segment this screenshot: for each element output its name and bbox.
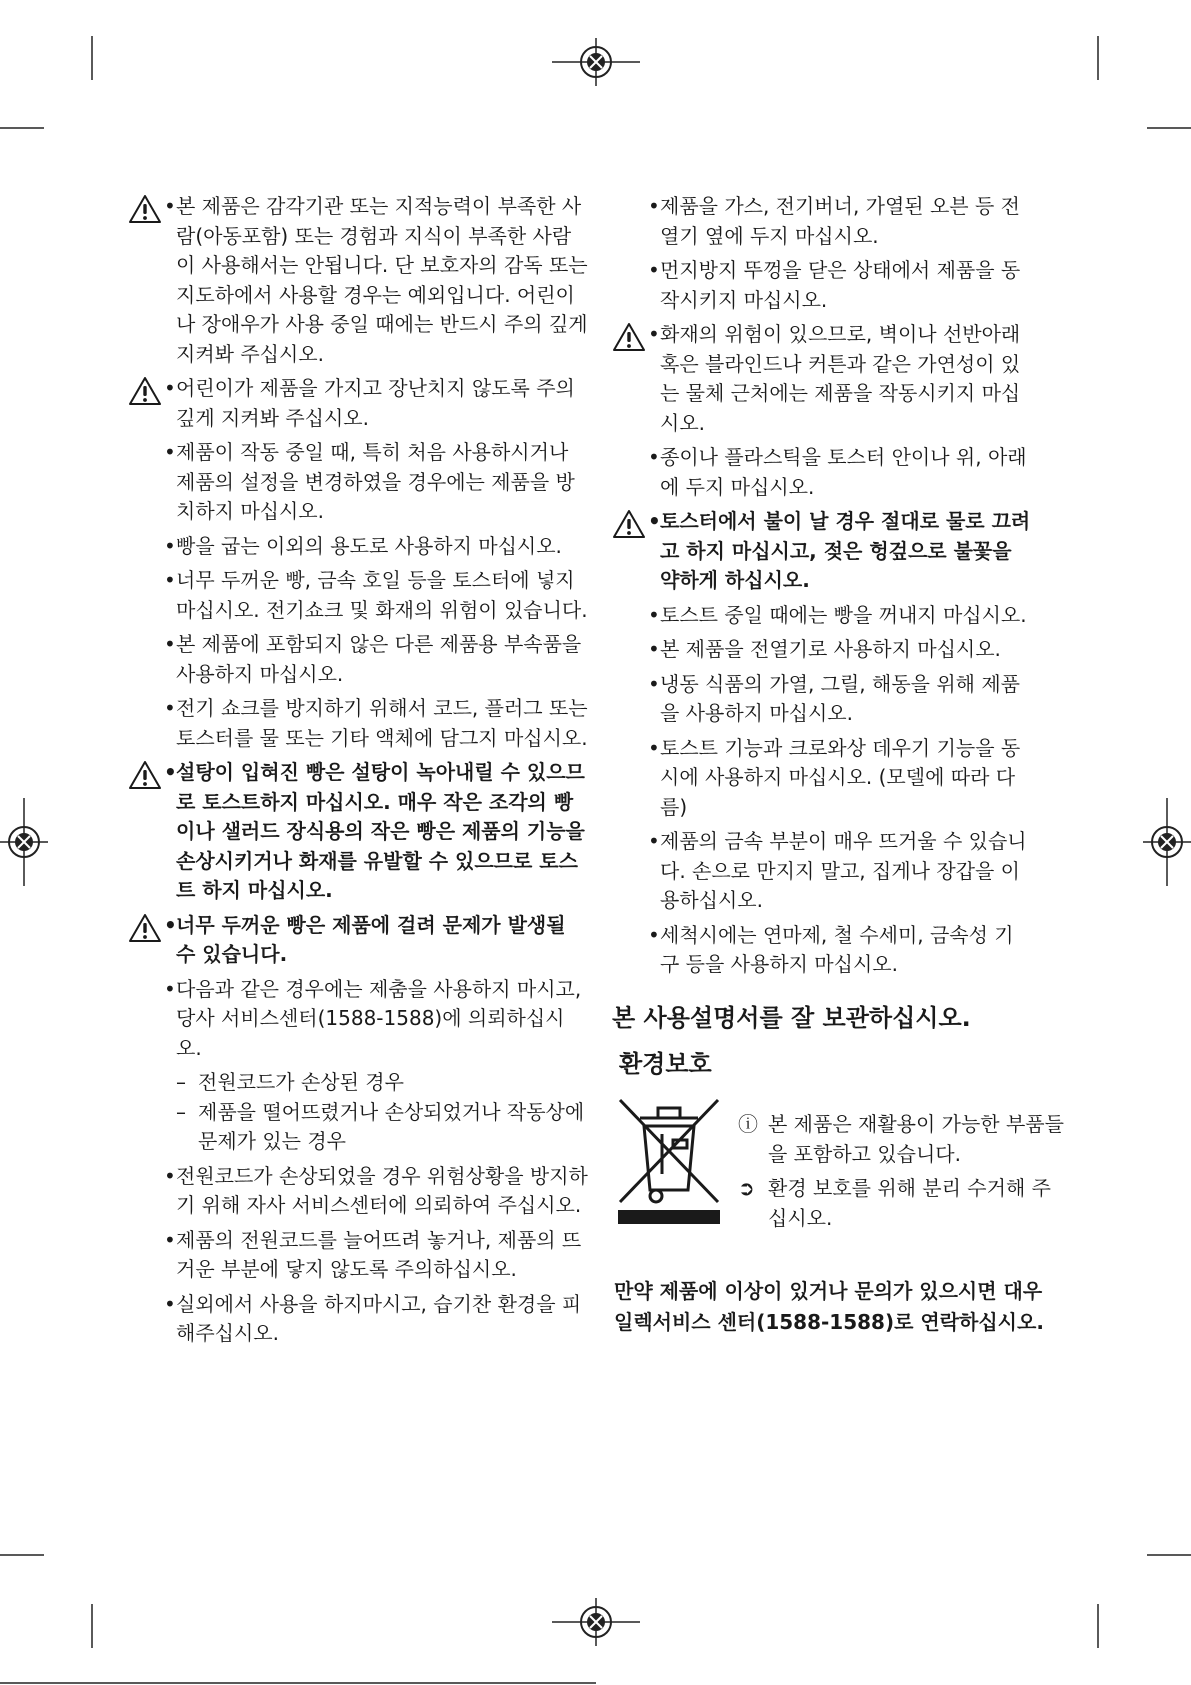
list-item-text: 실외에서 사용을 하지마시고, 습기찬 환경을 피해주십시오.: [176, 1291, 582, 1345]
list-item-text: 제품의 전원코드를 늘어뜨려 놓거나, 제품의 뜨거운 부분에 닿지 않도록 주의하십시오.: [176, 1227, 582, 1281]
sub-list-item: [128, 1068, 588, 1098]
bullet: •: [164, 632, 176, 656]
list-item-text: 종이나 플라스틱을 토스터 안이나 위, 아래에 두지 마십시오.: [660, 445, 1027, 499]
sub-list-item-text: 전원코드가 손상된 경우: [198, 1070, 404, 1094]
list-item-text: 화재의 위험이 있으므로, 벽이나 선반아래 혹은 블라인드나 커튼과 같은 가연성이 있는 물체 근처에는 제품을 작동시키지 마십시오.: [660, 322, 1021, 435]
registration-mark-top: [552, 38, 640, 86]
list-item-text: 제품을 가스, 전기버너, 가열된 오븐 등 전열기 옆에 두지 마십시오.: [660, 194, 1020, 248]
bullet: •: [164, 696, 176, 720]
bullet: •: [164, 568, 176, 592]
list-item: [128, 374, 588, 433]
list-item: [612, 192, 1032, 251]
warning-triangle-icon: [128, 760, 162, 790]
list-item-text: 전원코드가 손상되었을 경우 위험상황을 방지하기 위해 자사 서비스센터에 의뢰하여 주십시오.: [176, 1163, 588, 1217]
env-note-separate: [738, 1174, 1068, 1233]
list-item: [128, 532, 588, 562]
list-item: [612, 734, 1032, 823]
bullet: •: [164, 976, 176, 1001]
bullet: •: [648, 735, 660, 760]
list-item-text: 설탕이 입혀진 빵은 설탕이 녹아내릴 수 있으므로 토스트하지 마십시오. 매우 작은 조각의 빵이나 샐러드 장식용의 작은 빵은 제품의 기능을 손상시키거나 화재를 유발할 수 있으므로 토스트 하지 마십시오.: [176, 760, 585, 902]
list-item-text: 토스트 기능과 크로와상 데우기 기능을 동시에 사용하지 마십시오. (모델에 따라 다름): [660, 735, 1021, 819]
arrow-icon: ➲: [738, 1176, 755, 1200]
bullet: •: [164, 760, 177, 784]
list-item: [128, 758, 588, 906]
left-column: [128, 192, 588, 1354]
list-item: [128, 975, 588, 1064]
list-item-text: 냉동 식품의 가열, 그릴, 해동을 위해 제품을 사용하지 마십시오.: [660, 671, 1020, 725]
list-item: [612, 827, 1032, 916]
contact-notice: 만약 제품에 이상이 있거나 문의가 있으시면 대우일렉서비스 센터(1588-1588)로 연락하십시오.: [614, 1279, 1044, 1334]
registration-mark-right: [1143, 798, 1191, 886]
list-item: [128, 1162, 588, 1221]
list-item-text: 토스트 중일 때에는 빵을 꺼내지 마십시오.: [660, 602, 1027, 627]
info-icon: ⓘ: [738, 1112, 758, 1136]
list-item-text: 먼지방지 뚜껑을 닫은 상태에서 제품을 동작시키지 마십시오.: [660, 258, 1021, 312]
list-item-text: 빵을 굽는 이외의 용도로 사용하지 마십시오.: [176, 533, 562, 558]
list-item: [128, 192, 588, 369]
bullet: •: [164, 440, 176, 464]
warning-triangle-icon: [128, 194, 162, 224]
weee-bin-icon: [618, 1094, 720, 1224]
list-item: [612, 670, 1032, 729]
sub-list-item-text: 제품을 떨어뜨렸거나 손상되었거나 작동상에 문제가 있는 경우: [198, 1099, 585, 1153]
bullet: •: [648, 322, 660, 346]
registration-mark-left: [0, 798, 48, 886]
list-item-text: 어린이가 제품을 가지고 장난치지 않도록 주의 깊게 지켜봐 주십시오.: [176, 376, 575, 430]
env-note-recyclable-text: 본 제품은 재활용이 가능한 부품들을 포함하고 있습니다.: [768, 1112, 1064, 1166]
right-column: [612, 192, 1032, 1034]
list-item-text: 세척시에는 연마제, 철 수세미, 금속성 기구 등을 사용하지 마십시오.: [660, 922, 1014, 976]
bullet: •: [648, 637, 660, 661]
bullet: •: [164, 533, 176, 558]
warning-triangle-icon: [128, 376, 162, 406]
list-item-text: 본 제품은 감각기관 또는 지적능력이 부족한 사람(아동포함) 또는 경험과 지식이 부족한 사람이 사용해서는 안됩니다. 단 보호자의 감독 또는 지도하에서 사용할 경우는 예외입니다. 어린이나 장애우가 사용 중일 때에는 반드시 주의 깊게 지켜봐 주십시오.: [176, 194, 588, 366]
bullet: •: [648, 258, 660, 282]
bullet: •: [164, 912, 177, 937]
env-note-recyclable: [738, 1110, 1068, 1169]
bullet: •: [648, 602, 660, 627]
list-item: [612, 601, 1032, 631]
list-item: [612, 320, 1032, 438]
bullet: •: [648, 671, 660, 696]
bullet: •: [164, 194, 176, 218]
env-note-separate-text: 환경 보호를 위해 분리 수거해 주십시오.: [768, 1176, 1051, 1230]
bullet: •: [648, 509, 661, 533]
bullet: •: [164, 1163, 176, 1188]
list-item: [612, 507, 1032, 596]
env-title: 환경보호: [619, 1050, 712, 1078]
list-item-text: 제품의 금속 부분이 매우 뜨거울 수 있습니다. 손으로 만지지 말고, 집게나 장갑을 이용하십시오.: [660, 829, 1027, 912]
dash: –: [176, 1070, 186, 1094]
list-item: [612, 921, 1032, 980]
list-item: [128, 630, 588, 689]
list-item: [612, 443, 1032, 502]
list-item: [612, 256, 1032, 315]
bullet: •: [648, 194, 660, 218]
list-item: [128, 438, 588, 527]
warning-triangle-icon: [128, 913, 162, 943]
keep-manual-notice: 본 사용설명서를 잘 보관하십시오.: [612, 1003, 971, 1032]
registration-mark-bottom: [552, 1598, 640, 1646]
list-item-text: 본 제품에 포함되지 않은 다른 제품용 부속품을 사용하지 마십시오.: [176, 632, 582, 686]
list-item-text: 전기 쇼크를 방지하기 위해서 코드, 플러그 또는 토스터를 물 또는 기타 액체에 담그지 마십시오.: [176, 696, 588, 750]
bullet: •: [648, 829, 660, 853]
warning-triangle-icon: [612, 509, 646, 539]
list-item: [612, 635, 1032, 665]
dash: –: [176, 1099, 186, 1124]
list-item-text: 토스터에서 불이 날 경우 절대로 물로 끄려고 하지 마십시고, 젖은 헝겊으로 불꽃을 약하게 하십시오.: [660, 509, 1031, 592]
list-item-text: 너무 두꺼운 빵은 제품에 걸려 문제가 발생될 수 있습니다.: [176, 912, 566, 966]
list-item: [128, 1290, 588, 1349]
list-item: [128, 694, 588, 753]
bullet: •: [648, 922, 660, 947]
list-item-text: 본 제품을 전열기로 사용하지 마십시오.: [660, 637, 1001, 661]
list-item: [128, 566, 588, 625]
list-item-text: 다음과 같은 경우에는 제춤을 사용하지 마시고, 당사 서비스센터(1588-1588)에 의뢰하십시오.: [176, 976, 582, 1060]
bullet: •: [648, 445, 660, 469]
bullet: •: [164, 1227, 176, 1252]
list-item: [128, 1226, 588, 1285]
sub-list-item: [128, 1098, 588, 1157]
list-item: [128, 911, 588, 970]
bullet: •: [164, 376, 176, 400]
list-item-text: 제품이 작동 중일 때, 특히 처음 사용하시거나 제품의 설정을 변경하였을 경우에는 제품을 방치하지 마십시오.: [176, 440, 575, 523]
list-item-text: 너무 두꺼운 빵, 금속 호일 등을 토스터에 넣지 마십시오. 전기쇼크 및 화재의 위험이 있습니다.: [176, 568, 588, 622]
bullet: •: [164, 1291, 176, 1316]
warning-triangle-icon: [612, 322, 646, 352]
